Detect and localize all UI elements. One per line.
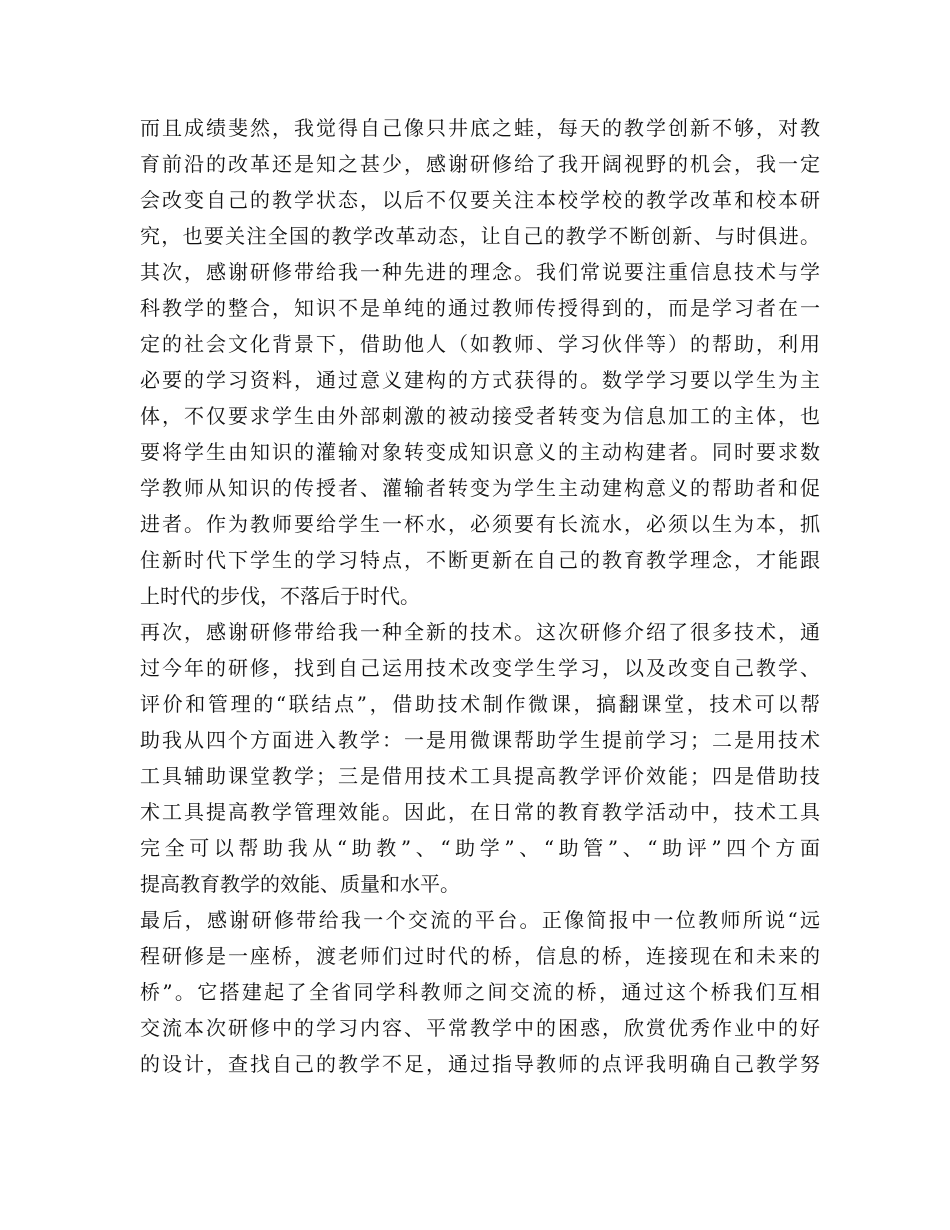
text-line: 上时代的步伐，不落后于时代。 [140, 584, 420, 608]
text-line: 术工具提高教学管理效能。因此，在日常的教育教学活动中，技术工具 [140, 800, 820, 824]
text-line: 学教师从知识的传授者、灌输者转变为学生主动建构意义的帮助者和促 [140, 476, 820, 500]
document-body [140, 110, 820, 1082]
text-line: 桥”。它搭建起了全省同学科教师之间交流的桥，通过这个桥我们互相 [140, 980, 820, 1004]
text-line: 体，不仅要求学生由外部刺激的被动接受者转变为信息加工的主体，也 [140, 404, 820, 428]
text-line: 完全可以帮助我从“助教”、“助学”、“助管”、“助评”四个方面 [140, 836, 820, 860]
text-line: 再次，感谢研修带给我一种全新的技术。这次研修介绍了很多技术，通 [140, 620, 820, 644]
text-line: 而且成绩斐然，我觉得自己像只井底之蛙，每天的教学创新不够，对教 [140, 116, 820, 140]
text-line: 程研修是一座桥，渡老师们过时代的桥，信息的桥，连接现在和未来的 [140, 944, 820, 968]
text-line: 提高教育教学的效能、质量和水平。 [140, 872, 460, 896]
text-line: 的设计，查找自己的教学不足，通过指导教师的点评我明确自己教学努 [140, 1052, 820, 1076]
text-line: 最后，感谢研修带给我一个交流的平台。正像简报中一位教师所说“远 [140, 908, 820, 932]
text-line: 其次，感谢研修带给我一种先进的理念。我们常说要注重信息技术与学 [140, 260, 820, 284]
text-line: 进者。作为教师要给学生一杯水，必须要有长流水，必须以生为本，抓 [140, 512, 820, 536]
text-line: 评价和管理的“联结点”，借助技术制作微课，搞翻课堂，技术可以帮 [140, 692, 820, 716]
text-line: 助我从四个方面进入教学：一是用微课帮助学生提前学习；二是用技术 [140, 728, 820, 752]
text-line: 定的社会文化背景下，借助他人（如教师、学习伙伴等）的帮助，利用 [140, 332, 820, 356]
text-line: 究，也要关注全国的教学改革动态，让自己的教学不断创新、与时俱进。 [140, 224, 820, 248]
text-line: 住新时代下学生的学习特点，不断更新在自己的教育教学理念，才能跟 [140, 548, 820, 572]
text-line: 必要的学习资料，通过意义建构的方式获得的。数学学习要以学生为主 [140, 368, 820, 392]
text-line: 工具辅助课堂教学；三是借用技术工具提高教学评价效能；四是借助技 [140, 764, 820, 788]
text-line: 会改变自己的教学状态，以后不仅要关注本校学校的教学改革和校本研 [140, 188, 820, 212]
text-line: 科教学的整合，知识不是单纯的通过教师传授得到的，而是学习者在一 [140, 296, 820, 320]
text-line: 过今年的研修，找到自己运用技术改变学生学习，以及改变自己教学、 [140, 656, 820, 680]
text-line: 育前沿的改革还是知之甚少，感谢研修给了我开阔视野的机会，我一定 [140, 152, 820, 176]
text-line: 交流本次研修中的学习内容、平常教学中的困惑，欣赏优秀作业中的好 [140, 1016, 820, 1040]
text-line: 要将学生由知识的灌输对象转变成知识意义的主动构建者。同时要求数 [140, 440, 820, 464]
